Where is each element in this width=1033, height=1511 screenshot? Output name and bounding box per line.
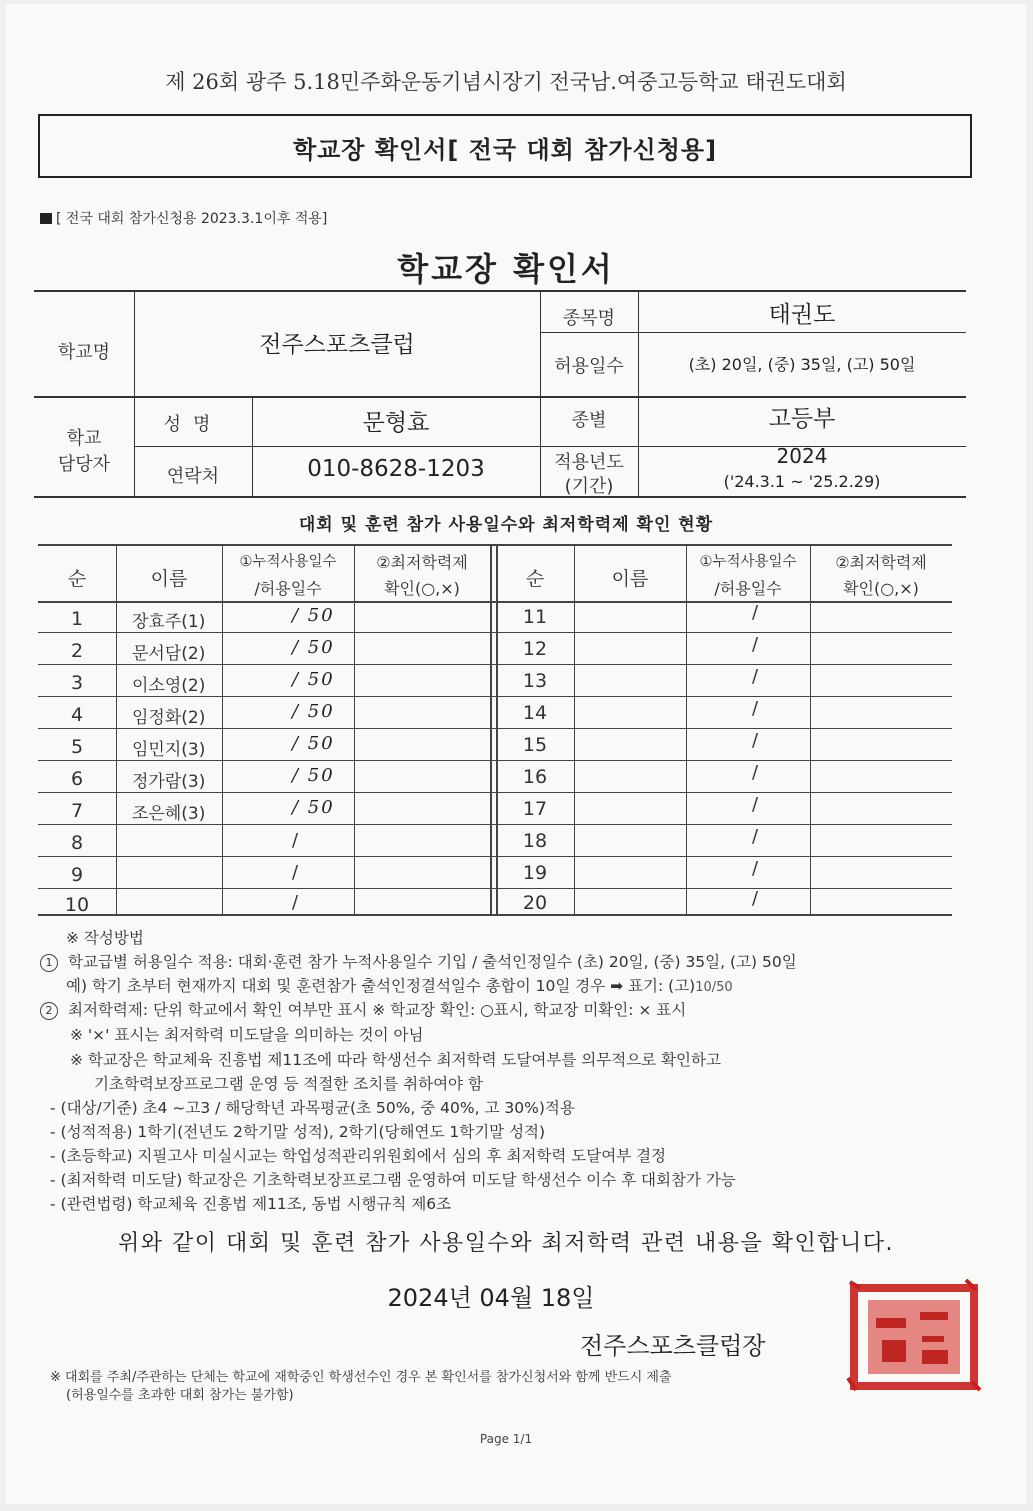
confirmation-statement: 위와 같이 대회 및 훈련 참가 사용일수와 최저학력 관련 내용을 확인합니다. bbox=[118, 1231, 894, 1256]
year-value: 2024 bbox=[776, 444, 828, 468]
footnote-2: (허용일수를 초과한 대회 참가는 불가함) bbox=[66, 1388, 294, 1403]
contact-value: 010-8628-1203 bbox=[307, 456, 485, 482]
student-name: 임민지(3) bbox=[132, 740, 206, 760]
col-check-header-right-2: 확인(○,×) bbox=[843, 579, 919, 598]
days-used-right: / bbox=[752, 794, 759, 815]
row-no: 7 bbox=[70, 800, 84, 822]
official-seal-icon bbox=[846, 1278, 982, 1394]
manager-label-1: 학교 bbox=[66, 428, 102, 449]
col-days-header-right-2: /허용일수 bbox=[714, 579, 782, 598]
allowed-days-label: 허용일수 bbox=[554, 356, 624, 377]
row-no-right: 14 bbox=[522, 702, 548, 724]
col-days-header-1: ①누적사용일수 bbox=[239, 554, 337, 570]
days-used: / 50 bbox=[292, 637, 335, 658]
days-used-right: / bbox=[752, 762, 759, 783]
student-name: 이소영(2) bbox=[132, 676, 206, 696]
allowed-days-value: (초) 20일, (중) 35일, (고) 50일 bbox=[688, 355, 916, 374]
student-name: 문서담(2) bbox=[132, 644, 206, 664]
guide-item-2-note-3: 기초학력보장프로그램 운영 등 적절한 조치를 취하여야 함 bbox=[94, 1075, 483, 1093]
days-used-right: / bbox=[752, 634, 759, 655]
student-name: 정가람(3) bbox=[132, 772, 206, 792]
row-no-right: 13 bbox=[522, 670, 548, 692]
row-no: 3 bbox=[70, 672, 84, 694]
row-no-right: 17 bbox=[522, 798, 548, 820]
document-page bbox=[6, 4, 1026, 1504]
category-value: 고등부 bbox=[768, 406, 836, 432]
student-name: 조은혜(3) bbox=[132, 804, 206, 824]
days-used: / bbox=[292, 892, 299, 913]
row-no: 6 bbox=[70, 768, 84, 790]
row-no-right: 15 bbox=[522, 734, 548, 756]
col-name-header-right: 이름 bbox=[611, 568, 649, 590]
circled-number-icon: 1 bbox=[40, 954, 58, 972]
guide-heading: ※ 작성방법 bbox=[66, 929, 144, 947]
row-no-right: 20 bbox=[522, 892, 548, 914]
days-used-right: / bbox=[752, 826, 759, 847]
guide-dash-1: - (대상/기준) 초4 ~고3 / 해당학년 과목평균(초 50%, 중 40%, 고 30%)적용 bbox=[50, 1099, 575, 1117]
page-number: Page 1/1 bbox=[479, 1432, 533, 1446]
certificate-title: 학교장 확인서 bbox=[397, 250, 615, 288]
row-no-right: 12 bbox=[522, 638, 548, 660]
sport-label: 종목명 bbox=[562, 308, 616, 329]
row-no: 10 bbox=[64, 894, 90, 916]
circled-number-icon: 2 bbox=[40, 1002, 58, 1020]
category-label: 종별 bbox=[571, 410, 607, 431]
guide-item-2-note-1: ※ '×' 표시는 최저학력 미도달을 의미하는 것이 아님 bbox=[70, 1026, 424, 1044]
student-name: 장효주(1) bbox=[132, 612, 206, 632]
col-name-header: 이름 bbox=[150, 568, 188, 590]
col-check-header-2: 확인(○,×) bbox=[384, 579, 460, 598]
guide-dash-2: - (성적적용) 1학기(전년도 2학기말 성적), 2학기(당해연도 1학기말 성적) bbox=[50, 1123, 546, 1141]
guide-item-1-example: 예) 학기 초부터 현재까지 대회 및 훈련참가 출석인정결석일수 총합이 10일 경우 ➡ 표기: (고)10/50 bbox=[66, 977, 733, 995]
row-no-right: 16 bbox=[522, 766, 548, 788]
period-label: (기간) bbox=[564, 476, 614, 497]
row-no-right: 18 bbox=[522, 830, 548, 852]
days-used-right: / bbox=[752, 888, 759, 909]
days-used: / bbox=[292, 862, 299, 883]
col-days-header-right-1: ①누적사용일수 bbox=[699, 554, 797, 570]
days-used: / 50 bbox=[292, 765, 335, 786]
days-used: / 50 bbox=[292, 797, 335, 818]
days-used: / 50 bbox=[292, 701, 335, 722]
issuer-name: 전주스포츠클럽장 bbox=[580, 1332, 766, 1360]
row-no: 4 bbox=[70, 704, 84, 726]
school-name-value: 전주스포츠클럽 bbox=[259, 332, 415, 358]
row-no-right: 11 bbox=[522, 606, 548, 628]
year-label: 적용년도 bbox=[554, 452, 624, 473]
document-title-box bbox=[38, 114, 972, 178]
days-used: / bbox=[292, 830, 299, 851]
col-no-header-right: 순 bbox=[525, 568, 545, 590]
row-no-right: 19 bbox=[522, 862, 548, 884]
col-check-header-right-1: ②최저학력제 bbox=[835, 553, 927, 572]
event-title: 제 26회 광주 5.18민주화운동기념시장기 전국남.여중고등학교 태권도대회 bbox=[165, 70, 847, 94]
days-used-right: / bbox=[752, 698, 759, 719]
guide-item-1: 1 학교급별 허용일수 적용: 대회·훈련 참가 누적사용일수 기입 / 출석인정일수 (초) 20일, (중) 35일, (고) 50일 bbox=[40, 950, 797, 972]
square-bullet-icon bbox=[40, 213, 52, 224]
document-title: 학교장 확인서[ 전국 대회 참가신청용] bbox=[292, 136, 718, 164]
school-name-label: 학교명 bbox=[57, 342, 111, 363]
days-used: / 50 bbox=[292, 669, 335, 690]
row-no: 2 bbox=[70, 640, 84, 662]
days-used-right: / bbox=[752, 730, 759, 751]
name-label: 성명 bbox=[163, 414, 223, 435]
days-used: / 50 bbox=[292, 605, 335, 626]
manager-name: 문형효 bbox=[362, 410, 430, 436]
row-no: 1 bbox=[70, 608, 84, 630]
col-check-header-1: ②최저학력제 bbox=[376, 553, 468, 572]
row-no: 5 bbox=[70, 736, 84, 758]
row-no: 8 bbox=[70, 832, 84, 854]
guide-item-2: 2 최저학력제: 단위 학교에서 확인 여부만 표시 ※ 학교장 확인: ○표시, 학교장 미확인: × 표시 bbox=[40, 998, 686, 1020]
guide-item-2-note-2: ※ 학교장은 학교체육 진흥법 제11조에 따라 학생선수 최저학력 도달여부를 의무적으로 확인하고 bbox=[70, 1051, 721, 1069]
col-no-header: 순 bbox=[67, 568, 87, 590]
sport-value: 태권도 bbox=[768, 302, 836, 328]
guide-dash-4: - (최저학력 미도달) 학교장은 기초학력보장프로그램 운영하여 미도달 학생선수 이수 후 대회참가 가능 bbox=[50, 1171, 736, 1189]
contact-label: 연락처 bbox=[166, 466, 220, 487]
days-used: / 50 bbox=[292, 733, 335, 754]
col-days-header-2: /허용일수 bbox=[254, 579, 322, 598]
application-note: [ 전국 대회 참가신청용 2023.3.1이후 적용] bbox=[40, 208, 327, 228]
days-used-right: / bbox=[752, 602, 759, 623]
days-used-right: / bbox=[752, 666, 759, 687]
issue-date: 2024년 04월 18일 bbox=[387, 1284, 595, 1312]
footnote-1: ※ 대회를 주최/주관하는 단체는 학교에 재학중인 학생선수인 경우 본 확인서를 참가신청서와 함께 반드시 제출 bbox=[50, 1370, 672, 1385]
guide-dash-5: - (관련법령) 학교체육 진흥법 제11조, 동법 시행규칙 제6조 bbox=[50, 1195, 452, 1213]
guide-dash-3: - (초등학교) 지필고사 미실시교는 학업성적관리위원회에서 심의 후 최저학력 도달여부 결정 bbox=[50, 1147, 667, 1165]
days-used-right: / bbox=[752, 858, 759, 879]
student-name: 임정화(2) bbox=[132, 708, 206, 728]
period-value: ('24.3.1 ~ '25.2.29) bbox=[723, 472, 881, 491]
row-no: 9 bbox=[70, 864, 84, 886]
status-table-title: 대회 및 훈련 참가 사용일수와 최저학력제 확인 현황 bbox=[298, 515, 714, 535]
manager-label-2: 담당자 bbox=[57, 454, 111, 475]
